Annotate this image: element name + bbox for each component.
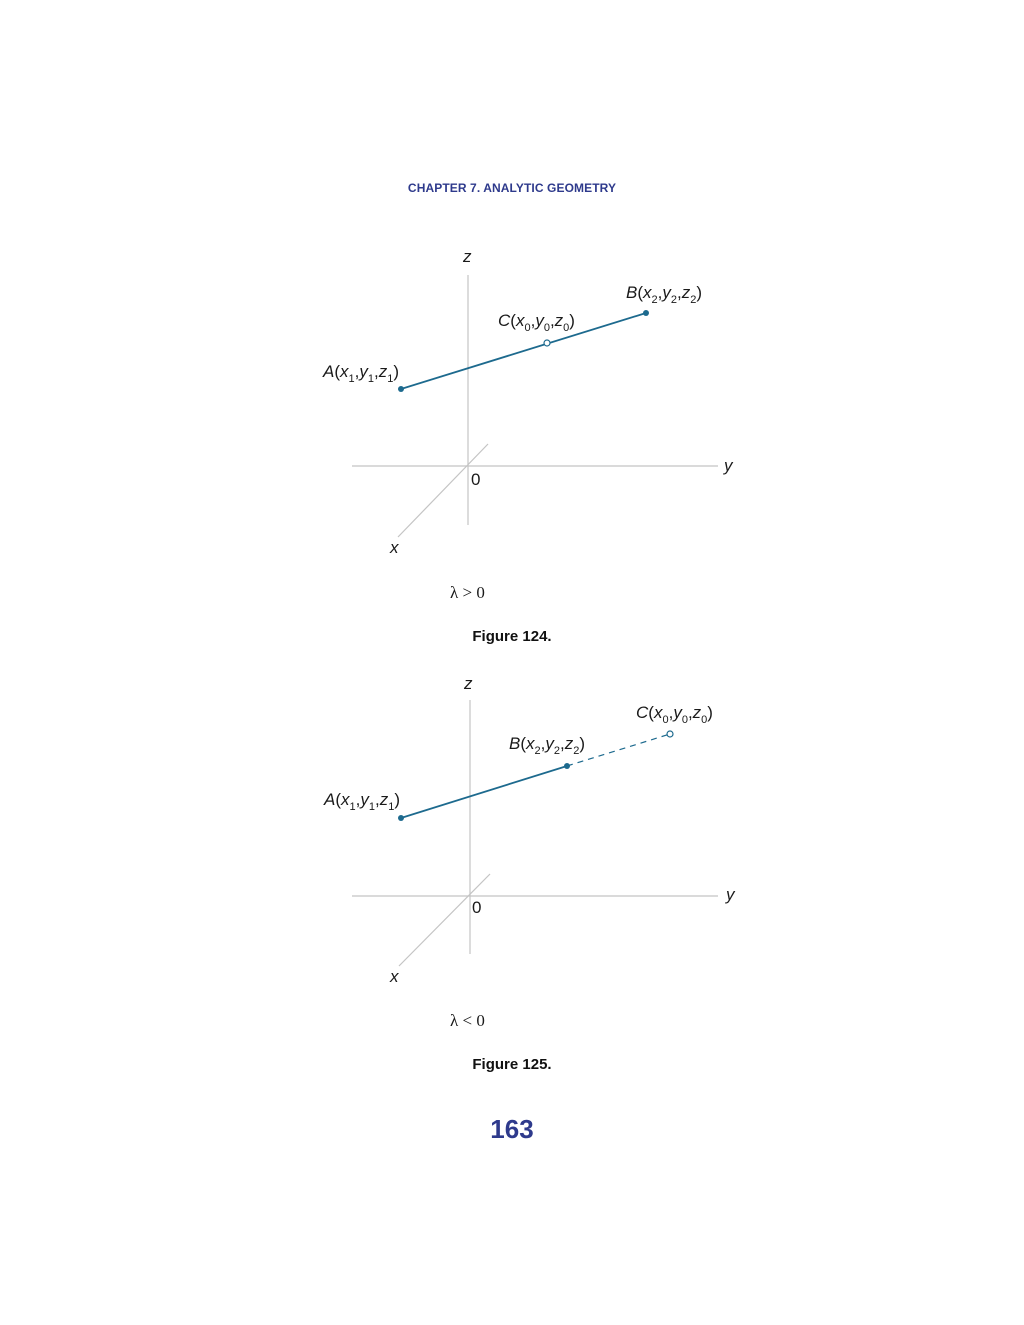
z-axis-label: z <box>464 674 473 693</box>
figure-caption: Figure 124. <box>472 628 552 645</box>
point-A <box>398 815 404 821</box>
y-axis-label: y <box>724 456 733 475</box>
lambda-condition: λ > 0 <box>450 583 485 602</box>
label-point-A: $A(x_1,y_1,z_1)$ <box>324 790 401 813</box>
x-axis-label: x <box>390 967 399 986</box>
figure-caption: Figure 125. <box>472 1056 552 1073</box>
page-number: 163 <box>490 1114 534 1144</box>
point-B <box>564 763 570 769</box>
lambda-condition: λ < 0 <box>450 1011 485 1030</box>
label-point-C: $C(x_0,y_0,z_0)$ <box>636 703 713 726</box>
label-point-B: $B(x_2,y_2,z_2)$ <box>509 734 586 757</box>
x-axis-label: x <box>390 538 399 557</box>
origin-label: 0 <box>472 898 482 917</box>
label-point-C: $C(x_0,y_0,z_0)$ <box>498 311 575 334</box>
segment-AB <box>401 766 567 818</box>
point-C <box>667 731 673 737</box>
y-axis-label: y <box>726 885 735 904</box>
label-point-A: $A(x_1,y_1,z_1)$ <box>323 362 400 385</box>
origin-label: 0 <box>471 470 481 489</box>
x-axis <box>399 874 490 966</box>
chapter-header: CHAPTER 7. ANALYTIC GEOMETRY <box>407 181 617 195</box>
label-point-B: $B(x_2,y_2,z_2)$ <box>626 283 703 306</box>
z-axis-label: z <box>463 247 472 266</box>
